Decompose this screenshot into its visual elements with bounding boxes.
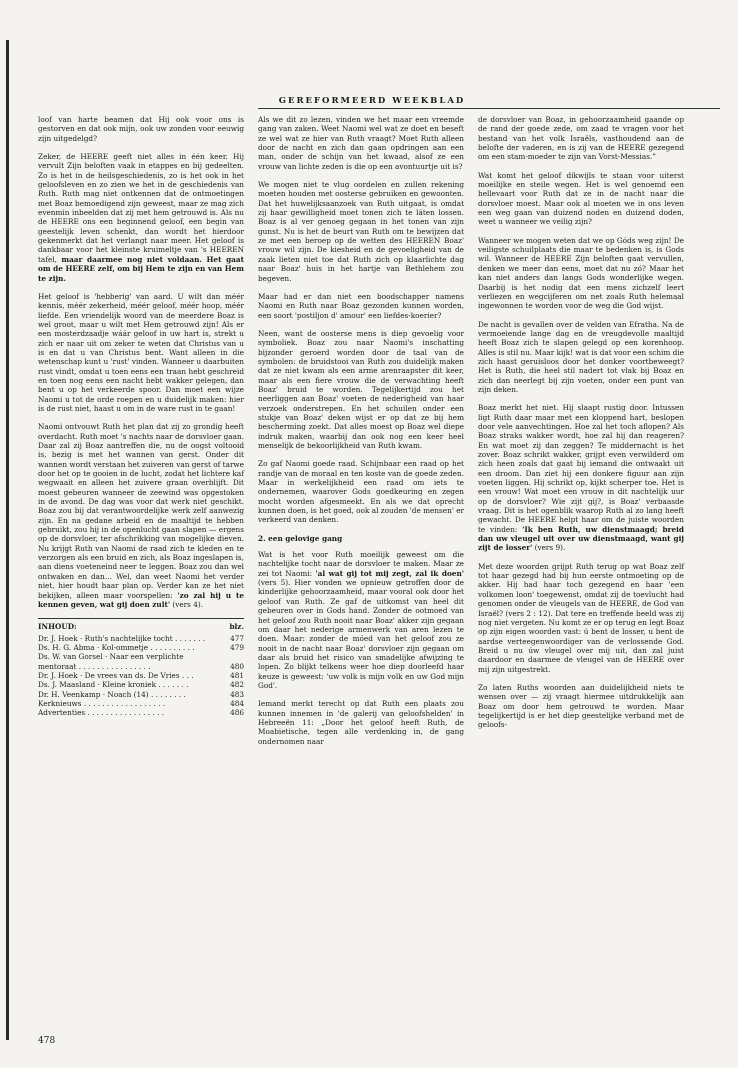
toc-row: Dr. J. Hoek · De vrees van ds. De Vries . . . 481 — [38, 670, 244, 680]
paragraph: Het geloof is 'hebberig' van aard. U wilt dan méér kennis, méér zekerheid, méér geloof, méér hoop, méér liefde. Een vriendelijk woord van de meerdere Boaz is wel groot, maar u wilt met Hem getrouwd zijn! Als er een mosterdzaadje wáár geloof in uw hart is, strekt u zich er naar uit om zeker te weten dat Christus van u is en dat u van Christus bent. Want alleen in die wetenschap kunt u 'rust' vinden. Wanneer u daarbuiten rust vindt, omdat u toen eens een traan hebt geschreid en toen nog eens een nacht hebt wakker gelegen, dan bent u op het verkeerde spoor. Dan moet een wijze Naomi u tot de orde roepen en u duidelijk maken: hier is de rust niet, haast u om in de ware rust in te gaan! — [38, 291, 244, 413]
paragraph: Als we dit zo lezen, vinden we het maar een vreemde gang van zaken. Weet Naomi wel wat ze doet en beseft ze wel wat ze hier van Ruth vraagt? Moet Ruth alleen door de nacht en zich dan gaan opdringen aan een man, onder de schijn van het kwaad, alsof ze een vrouw van lichte zeden is die op een avontuurtje uit is? — [258, 115, 464, 171]
running-header: GEREFORMEERD WEEKBLAD — [278, 96, 466, 106]
toc-row: Kerknieuws . . . . . . . . . . . . . . . . . . 484 — [38, 698, 244, 708]
paragraph: De nacht is gevallen over de velden van Efratha. Na de vermoeiende lange dag en de vreugdevolle maaltijd heeft Boaz zich te slapen gelegd op een korenhoop. Alles is stil nu. Maar kijk! wat is dat voor een schim die zich haast geruisloos door het donker voortbeweegt? Het is Ruth, die heel stil nadert tot vlak bij Boaz en zich dan neerlegt bij zijn voeten, onder een punt van zijn deken. — [478, 319, 684, 394]
column-left — [38, 115, 244, 718]
section-heading: 2. een gelovige gang — [258, 533, 343, 543]
toc-page-label: blz. — [229, 622, 244, 632]
paragraph: Boaz merkt het niet. Hij slaapt rustig door. Intussen ligt Ruth daar maar met een kloppend hart, beslopen door vele aanvechtingen. Hoe zal het toch aflopen? Als Boaz straks wakker wordt, hoe zal hij dan reageren? En wat moet zij dan zeggen? Te middernacht is het zover. Boaz schrikt wakker, grijpt even verwilderd om zich heen zoals dat gaat bij iemand die ontwaakt uit een droom. Dan ziet hij een donkere figuur aan zijn voeten liggen. Hij schrikt op, kijkt scherper toe. Het is een vrouw! Wat moet een vrouw in dit nachtelijk uur op de dorsvloer? Wie zijt gij?, is Boaz' verbaasde vraag. Dit is het ogenblik waarop Ruth al zo lang heeft gewacht. De HEERE helpt haar om de juiste woorden te vinden: 'Ik ben Ruth, uw dienstmaagd; breid dan uw vleugel uit over uw dienstmaagd, want gij zijt de losser' (vers 9). — [478, 403, 684, 553]
toc-row: Dr. H. Veenkamp · Noach (14) . . . . . . . . 483 — [38, 689, 244, 699]
paragraph: Naomi ontvouwt Ruth het plan dat zij zo grondig heeft overdacht. Ruth moet 's nachts naar de dorsvloer gaan. Daar zal zij Boaz aantreffen die, nu de oogst voltooid is, bezig is met het wannen van gerst. Onder dit wannen wordt verstaan het zuiveren van gerst of tarwe door het op te gooien in de lucht, zodat het lichtere kaf wegwaait en alleen het zuivere graan overblijft. Dit moest gebeuren wanneer de zeewind was opgestoken in de avond. De dag was voor dat werk niet geschikt. Boaz zou bij dat verantwoordelijke werk zelf aanwezig zijn. En na gedane arbeid en de maaltijd te hebben gebruikt, zou hij in de openlucht gaan slapen — ergens op de dorsvloer, ter afschrikking van mogelijke dieven. Nu krijgt Ruth van Naomi de raad zich te kleden en te verzorgen als een bruid en zich, als Boaz ingeslapen is, aan diens voeteneind neer te leggen. Boaz zou dan wel ontwaken en dan… Wel, dan weet Naomi het verder niet, hier houdt haar plan op. Verder kan ze het niet bekijken, alleen maar voorspellen: 'zo zal hij u te kennen geven, wat gij doen zult' (vers 4). — [38, 422, 244, 609]
paragraph: Wat komt het geloof dikwijls te staan voor uiterst moeilijke en steile wegen. Het is wel genoemd een hellevaart voor Ruth dat ze in de nacht naar die dorsvloer moest. Maar ook al moeten we in ons leven een weg gaan van duizend noden en duizend doden, weet u wanneer we veilig zijn? — [478, 170, 684, 227]
column-middle — [258, 115, 464, 755]
paragraph: de dorsvloer van Boaz, in gehoorzaamheid gaande op de rand der goede zede, om zaad te vragen voor het bestand van het volk Israëls, vasthoudend aan de belofte der vaderen, en is zij van de HEERE gezegend om een stam-moeder te zijn van Vorst-Messias.” — [478, 115, 684, 162]
column-right — [478, 115, 684, 739]
toc-header — [38, 619, 244, 633]
paragraph: Met deze woorden grijpt Ruth terug op wat Boaz zelf tot haar gezegd had bij hun eerste ontmoeting op de akker. Hij had haar toch gezegend en haar 'een volkomen loon' toegewenst, omdat zij de toevlucht had genomen onder de vleugels van de HEERE, de God van Israël? (vers 2 : 12). Dat tere en treffende beeld was zij nog niet vergeten. Nu komt ze er op terug en legt Boaz op zijn eigen woorden vast: ú bent de losser, u bent de aardse verteegenwoordiger van de verlossende God. Breid u nu úw vleugel over mij uit, dan zal juist daardoor en daarmee de vleugel van de HEERE over mij zijn uitgestrekt. — [478, 561, 684, 674]
paragraph: Neen, want de oosterse mens is diep gevoelig voor symboliek. Boaz zou naar Naomi's inschatting bijzonder geroerd worden door de taal van de symbolen: de bruidstooi van Ruth zou duidelijk maken dat ze niet kwam als een arme arenraapster dit keer, maar als een fiere vrouw die de verwachting heeft Boaz' bruid te worden. Tegelijkertijd zou het neerliggen aan Boaz' voeten de nederigheid van haar verzoek onderstrepen. En het schuilen onder een stukje van Boaz' deken wijst er op dat ze bij hem bescherming zoekt. Dat alles moest op Boaz wel diepe indruk maken, waarbij dan ook nog een keer heel menselijk de bekoorlijkheid van Ruth kwam. — [258, 328, 464, 450]
toc-row: Ds. J. Maasland · Kleine kroniek . . . . . . . 482 — [38, 680, 244, 690]
paragraph: Maar had er dan niet een boodschapper namens Naomi en Ruth naar Boaz gezonden kunnen worden, een soort 'postiljon d' amour' een liefdes-koerier? — [258, 291, 464, 320]
toc-row: mentoraat . . . . . . . . . . . . . . . . 480 — [38, 661, 244, 671]
paragraph: Zo laten Ruths woorden aan duidelijkheid niets te wensen over — zij vraagt hiermee uitdrukkelijk aan Boaz om door hem getrouwd te worden. Maar tegelijkertijd is er het diep geestelijke verband met de geloofs- — [478, 682, 684, 730]
toc-row: Advertenties . . . . . . . . . . . . . . . . . 486 — [38, 708, 244, 718]
toc-row: Ds. W. van Gorsel · Naar een verplichte — [38, 652, 184, 662]
paragraph: Zo gaf Naomi goede raad. Schijnbaar een raad op het randje van de moraal en ten koste van de goede zeden. Maar in werkelijkheid een raad om iets te ondernemen, waarover Gods goedkeuring en zegen mocht worden afgesmeekt. En als we dat oprecht kunnen doen, is het goed, ook al zouden 'de mensen' er verkeerd van denken. — [258, 459, 464, 525]
toc-row: Dr. J. Hoek · Ruth's nachtelijke tocht . . . . . . . 477 — [38, 633, 244, 643]
paragraph: Wat is het voor Ruth moeilijk geweest om die nachtelijke tocht naar de dorsvloer te maken. Maar ze zei tot Naomi: 'al wat gij tot mij zegt, zal ik doen' (vers 5). Hier vonden we opnieuw getroffen door de kinderlijke gehoorzaamheid, maar vooral ook door het geloof van Ruth. Ze gaf de uitkomst van heel dit gebeuren over in Gods hand. Zonder de ootmoed van het geloof zou Ruth nooit naar Boaz' akker zijn gegaan om daar het nederige armenwerk van aren lezen te doen. Maar: zonder de móed van het geloof zou ze nooit in de nacht naar Boaz' dorsvloer zijn gegaan om daar als bruid het risico van smadelijke afwijzing te lopen. Zo blijkt telkens weer hoe diep doorleefd haar keuze is geweest: 'uw volk is mijn volk en uw God mijn God'. — [258, 550, 464, 690]
header-rule — [258, 108, 720, 109]
paragraph: loof van harte beamen dat Hij ook voor ons is gestorven en dat ook mijn, ook uw zonden voor eeuwig zijn uitgedelgd? — [38, 115, 244, 143]
paragraph: Iemand merkt terecht op dat Ruth een plaats zou kunnen innemen in 'de galerij van geloofshelden' in Hebreeën 11: „Door het geloof heeft Ruth, de Moabietische, tegen alle verdenking in, de gang ondernomen naar — [258, 699, 464, 746]
paragraph: We mogen niet te vlug oordelen en zullen rekening moeten houden met oosterse gebruiken en gewoonten. Dat het huwelijksaanzoek van Ruth uitgaat, is omdat zij haar gewilligheid moet tonen zich te láten lossen. Boaz is al ver genoeg gegaan in het tonen van zijn gunst. Nu is het de beurt van Ruth om te bewijzen dat ze met een beroep op de wetten des HEEREN Boaz' vrouw wil zijn. De kiesheid en de gevoeligheid van de zaak lieten niet toe dat Ruth zich op klaarlichte dag naar Boaz' huis in het hartje van Bethlehem zou begeven. — [258, 180, 464, 283]
page-number: 478 — [38, 1036, 56, 1046]
paragraph: Zeker, de HEERE geeft niet alles in één keer. Hij vervult Zijn beloften vaak in etappes en bij gedeelten. Zo is het in de heilsgeschiedenis, zo is het ook in het geloofsleven en zo zien we het in de geschiedenis van Ruth. Ruth mag niet ontkennen dat de ontmoetingen met Boaz bemoedigend zijn geweest, maar ze mag zich evenmin inbeelden dat zij met hem getrouwd is. Als nu de HEERE ons een beginnend geloof, een begin van geestelijk leven schenkt, dan wordt het hierdoor gekenmerkt dat het verlangt naar meer. Het geloof is dankbaar voor het kleinste kruimeltje van 's HEEREN tafel, maar daarmee nog niet voldaan. Het gaat om de HEERE zelf, om bij Hem te zijn en van Hem te zijn. — [38, 152, 244, 283]
table-of-contents — [38, 618, 244, 717]
page-fold-shadow — [6, 40, 9, 1040]
paragraph: Wanneer we mogen weten dat we op Góds weg zijn! De veiligste schuilplaats die maar te bedenken is, is Gods wil. Wanneer de HEERE Zijn beloften gaat vervullen, denken we meer dan eens, moet dat nu zó? Maar het kan niet anders dan langs Gods wonderlijke wegen. Daarbij is het nodig dat een mens zichzelf leert verliezen en wegcijferen om net zoals Ruth helemaal ingewonnen te worden voor de weg die God wijst. — [478, 235, 684, 311]
toc-row: Ds. H. G. Abma · Kol-ommetje . . . . . . . . . . 479 — [38, 642, 244, 652]
toc-heading: INHOUD: — [38, 622, 77, 632]
